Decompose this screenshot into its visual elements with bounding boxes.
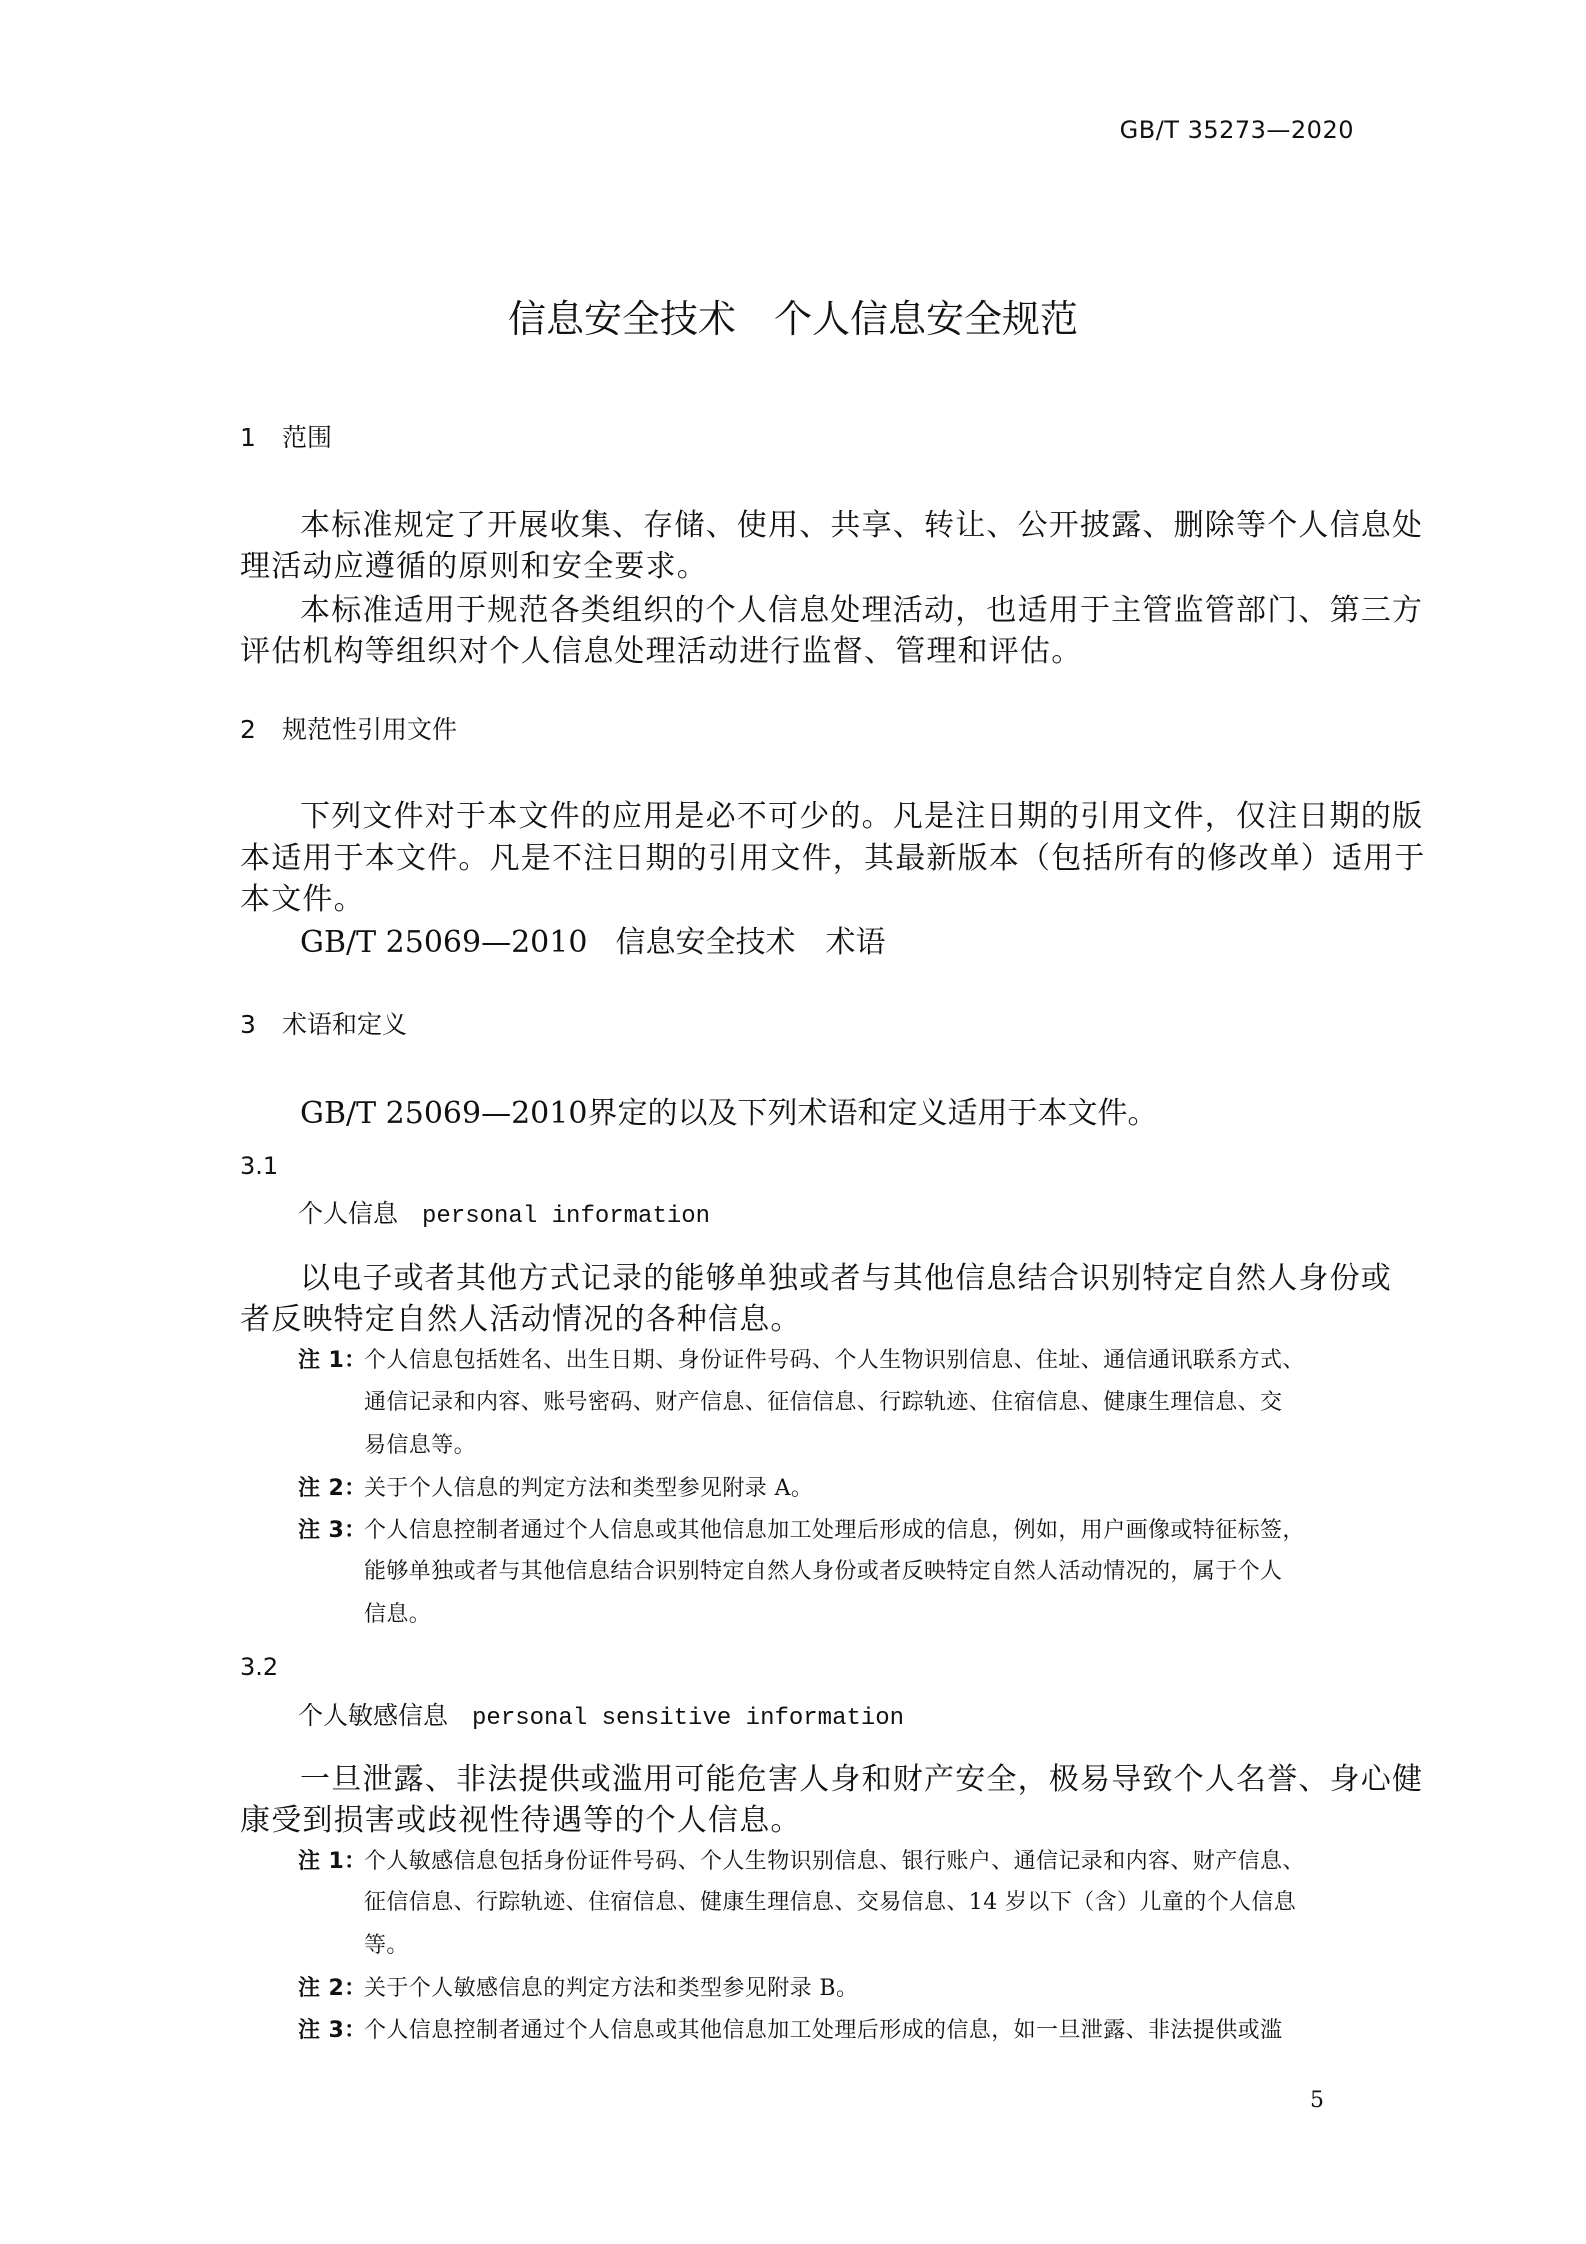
definition-line: 一旦泄露、非法提供或滥用可能危害人身和财产安全，极易导致个人名誉、身心健 [300, 1762, 1424, 1797]
note-text: 个人信息控制者通过个人信息或其他信息加工处理后形成的信息，例如，用户画像或特征标签， [364, 1518, 1305, 1543]
note-line: 易信息等。 [364, 1433, 477, 1458]
page-number: 5 [1310, 2088, 1324, 2113]
page-title [0, 288, 1586, 343]
section-title: 术语和定义 [282, 1010, 408, 1039]
title-part-2: 个人信息安全规范 [774, 297, 1079, 341]
note-text: 关于个人信息的判定方法和类型参见附录 A。 [364, 1476, 814, 1501]
note-3 [298, 2013, 1282, 2044]
note-text: 个人信息包括姓名、出生日期、身份证件号码、个人生物识别信息、住址、通信通讯联系方式、 [364, 1348, 1305, 1373]
note-label: 注 2： [298, 1476, 367, 1501]
section-number: 1 [240, 423, 256, 452]
term-english: personal sensitive information [472, 1705, 905, 1732]
note-label: 注 3： [298, 2018, 367, 2043]
paragraph-line: 评估机构等组织对个人信息处理活动进行监督、管理和评估。 [240, 634, 1083, 669]
note-line: 能够单独或者与其他信息结合识别特定自然人身份或者反映特定自然人活动情况的，属于个人 [364, 1559, 1283, 1584]
note-text: 个人敏感信息包括身份证件号码、个人生物识别信息、银行账户、通信记录和内容、财产信息、 [364, 1849, 1305, 1874]
section-heading-1 [240, 418, 332, 454]
section-number: 2 [240, 715, 256, 744]
note-label: 注 1： [298, 1348, 367, 1373]
section-title: 范围 [282, 423, 333, 452]
paragraph-line: GB/T 25069—2010界定的以及下列术语和定义适用于本文件。 [300, 1096, 1158, 1131]
paragraph-line: 下列文件对于本文件的应用是必不可少的。凡是注日期的引用文件，仅注日期的版 [300, 799, 1424, 834]
paragraph-line: 理活动应遵循的原则和安全要求。 [240, 549, 708, 584]
clause-number: 3.2 [240, 1653, 279, 1681]
term-english: personal information [422, 1203, 711, 1230]
section-title: 规范性引用文件 [282, 715, 458, 744]
term-chinese: 个人信息 [298, 1199, 399, 1228]
note-2 [298, 1471, 813, 1502]
term-entry [298, 1194, 710, 1230]
section-number: 3 [240, 1010, 256, 1039]
note-2 [298, 1971, 858, 2002]
paragraph-line: 本标准适用于规范各类组织的个人信息处理活动，也适用于主管监管部门、第三方 [300, 593, 1424, 628]
note-line: 征信信息、行踪轨迹、住宿信息、健康生理信息、交易信息、14 岁以下（含）儿童的个人信息 [364, 1890, 1297, 1915]
normative-reference [300, 917, 885, 961]
note-1 [298, 1844, 1305, 1875]
standard-code: GB/T 35273—2020 [1119, 116, 1354, 144]
note-line: 等。 [364, 1933, 409, 1958]
note-label: 注 2： [298, 1976, 367, 2001]
reference-title: 信息安全技术 术语 [615, 925, 886, 960]
note-1 [298, 1343, 1305, 1374]
paragraph-line: 本标准规定了开展收集、存储、使用、共享、转让、公开披露、删除等个人信息处 [300, 508, 1424, 543]
section-heading-3 [240, 1005, 407, 1041]
note-3 [298, 1513, 1305, 1544]
note-line: 通信记录和内容、账号密码、财产信息、征信信息、行踪轨迹、住宿信息、健康生理信息、交 [364, 1390, 1283, 1415]
term-chinese: 个人敏感信息 [298, 1701, 449, 1730]
paragraph-line: 本适用于本文件。凡是不注日期的引用文件，其最新版本（包括所有的修改单）适用于 [240, 841, 1426, 876]
clause-number: 3.1 [240, 1152, 279, 1180]
reference-code: GB/T 25069—2010 [300, 925, 588, 960]
note-label: 注 3： [298, 1518, 367, 1543]
note-text: 关于个人敏感信息的判定方法和类型参见附录 B。 [364, 1976, 859, 2001]
note-line: 信息。 [364, 1602, 432, 1627]
definition-line: 以电子或者其他方式记录的能够单独或者与其他信息结合识别特定自然人身份或 [300, 1261, 1392, 1296]
section-heading-2 [240, 710, 457, 746]
note-label: 注 1： [298, 1849, 367, 1874]
note-text: 个人信息控制者通过个人信息或其他信息加工处理后形成的信息，如一旦泄露、非法提供或滥 [364, 2018, 1283, 2043]
paragraph-line: 本文件。 [240, 882, 365, 917]
term-entry [298, 1696, 904, 1732]
definition-line: 康受到损害或歧视性待遇等的个人信息。 [240, 1803, 802, 1838]
title-part-1: 信息安全技术 [507, 297, 736, 341]
definition-line: 者反映特定自然人活动情况的各种信息。 [240, 1302, 802, 1337]
